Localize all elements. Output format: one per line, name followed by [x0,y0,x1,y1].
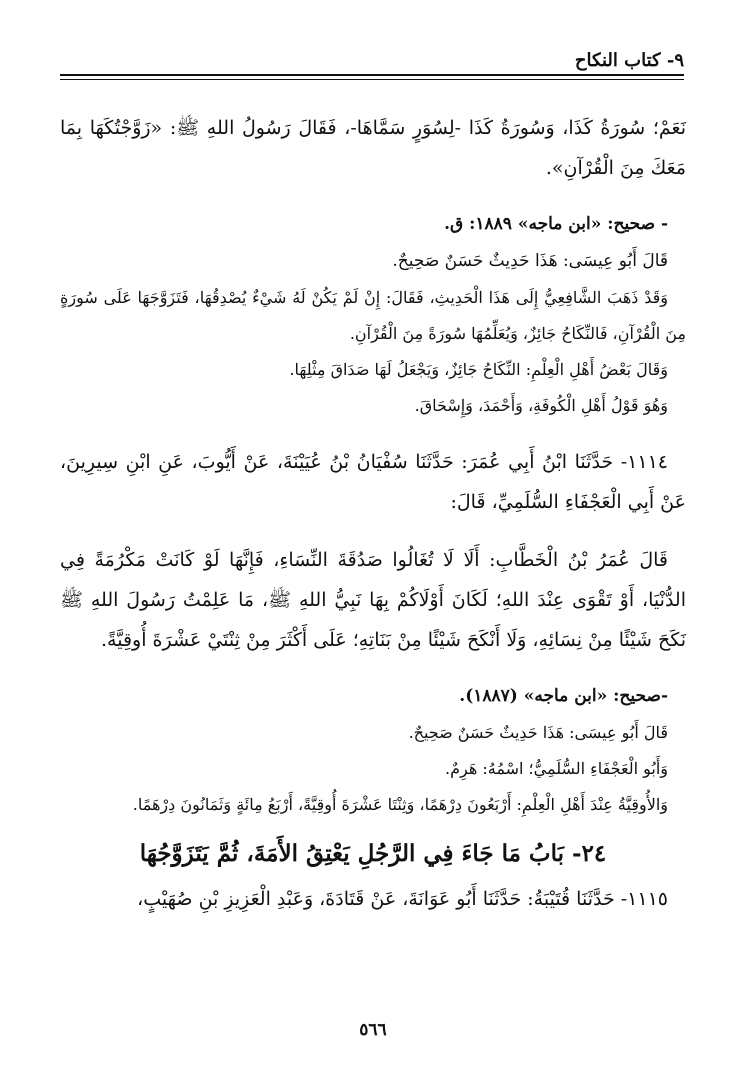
tirmidhi-comment-2: قَالَ أَبُو عِيسَى: هَذَا حَدِيثٌ حَسَنٌ صَحِيحٌ. [408,723,668,742]
chapter-heading: ٢٤- بَابُ مَا جَاءَ فِي الرَّجُلِ يَعْتِقُ الأَمَةَ، ثُمَّ يَتَزَوَّجُهَا [139,840,607,867]
shafii-opinion: وَقَدْ ذَهَبَ الشَّافِعِيُّ إِلَى هَذَا الْحَدِيثِ، فَقَالَ: إِنْ لَمْ يَكُنْ لَهُ شَيْءٌ يُصْدِقُهَا، فَتَزَوَّجَهَا عَلَى سُورَةٍ مِنَ الْقُرْآنِ، فَالنِّكَاحُ جَائِزٌ، وَيُعَلِّمُهَا سُورَةً مِنَ الْقُرْآنِ. [60,288,686,343]
paragraph-hadith-continuation: نَعَمْ؛ سُورَةُ كَذَا، وَسُورَةُ كَذَا -لِسُوَرٍ سَمَّاهَا-، فَقَالَ رَسُولُ اللهِ ﷺ: «زَوَّجْتُكَهَا بِمَا مَعَكَ مِنَ الْقُرْآنِ». [60,117,686,179]
running-header: ٩- كتاب النكاح [574,50,684,71]
grading-note-2: -صحيح: «ابن ماجه» (١٨٨٧). [459,686,668,706]
scholars-opinion: وَقَالَ بَعْضُ أَهْلِ الْعِلْمِ: النِّكَاحُ جَائِزٌ، وَيَجْعَلُ لَهَا صَدَاقَ مِثْلِهَا. [289,360,668,379]
grading-note: - صحيح: «ابن ماجه» ١٨٨٩: ق. [444,214,668,234]
hadith-1114-matn: قَالَ عُمَرُ بْنُ الْخَطَّابِ: أَلَا لَا تُغَالُوا صَدُقَةَ النِّسَاءِ، فَإِنَّهَا لَوْ كَانَتْ مَكْرُمَةً فِي الدُّنْيَا، أَوْ تَقْوَى عِنْدَ اللهِ؛ لَكَانَ أَوْلَاكُمْ بِهَا نَبِيُّ اللهِ ﷺ، مَا عَلِمْتُ رَسُولَ اللهِ ﷺ نَكَحَ شَيْئًا مِنْ نِسَائِهِ، وَلَا أَنْكَحَ شَيْئًا مِنْ بَنَاتِهِ؛ عَلَى أَكْثَرَ مِنْ ثِنْتَيْ عَشْرَةَ أُوقِيَّةً. [60,549,686,651]
uqiyya-note: وَالأُوقِيَّةُ عِنْدَ أَهْلِ الْعِلْمِ: أَرْبَعُونَ دِرْهَمًا، وَثِنْتَا عَشْرَةَ أُوقِيَّةً، أَرْبَعُ مِائَةٍ وَثَمَانُونَ دِرْهَمًا. [132,795,668,814]
kufa-opinion: وَهُوَ قَوْلُ أَهْلِ الْكُوفَةِ، وَأَحْمَدَ، وَإِسْحَاقَ. [414,396,668,415]
header-rule-thick [60,74,684,76]
tirmidhi-comment: قَالَ أَبُو عِيسَى: هَذَا حَدِيثٌ حَسَنٌ صَحِيحٌ. [392,251,668,271]
hadith-1114-isnad: ١١١٤- حَدَّثَنَا ابْنُ أَبِي عُمَرَ: حَدَّثَنَا سُفْيَانُ بْنُ عُيَيْنَةَ، عَنْ أَيُّوبَ، عَنِ ابْنِ سِيرِينَ، عَنْ أَبِي الْعَجْفَاءِ السُّلَمِيِّ، قَالَ: [60,451,686,513]
page-number: ٥٦٦ [359,1020,387,1040]
header-rule-thin [60,79,684,80]
page-body [60,108,686,919]
hadith-1115-isnad: ١١١٥- حَدَّثَنَا قُتَيْبَةُ: حَدَّثَنَا أَبُو عَوَانَةَ، عَنْ قَتَادَةَ، وَعَبْدِ الْعَزِيزِ بْنِ صُهَيْبٍ، [137,888,668,910]
narrator-name-note: وَأَبُو الْعَجْفَاءِ السُّلَمِيُّ؛ اسْمُهُ: هَرِمٌ. [445,759,668,778]
